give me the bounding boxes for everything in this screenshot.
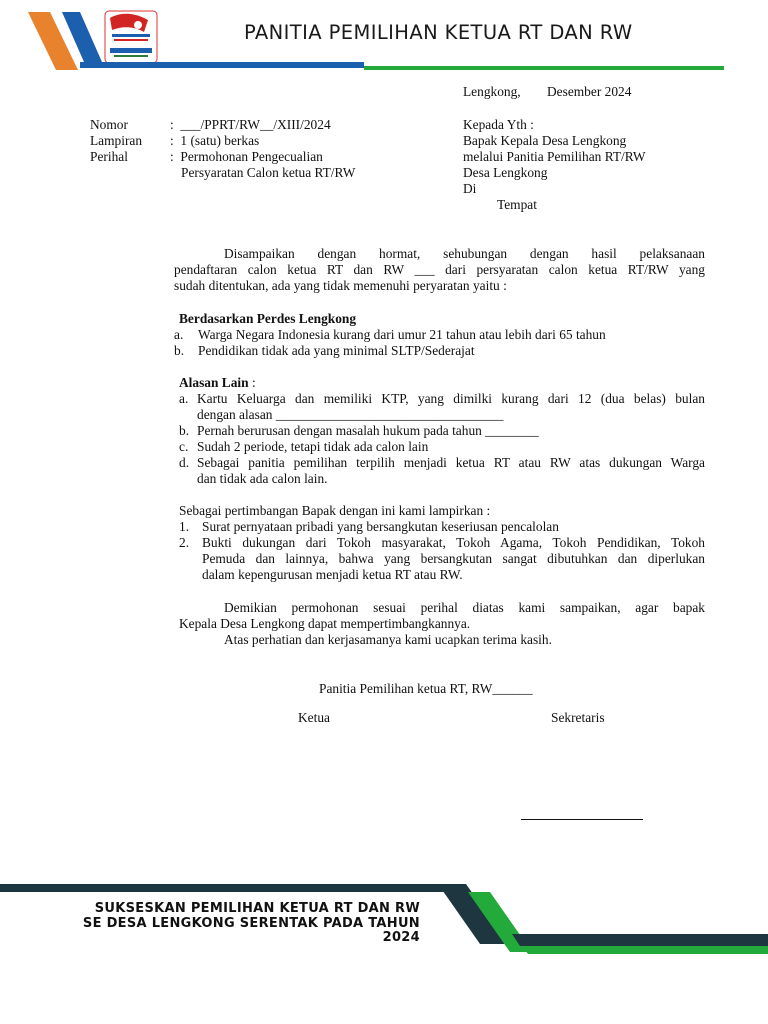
perihal-value: : Permohonan Pengecualian	[170, 149, 323, 164]
intro-line-1: Disampaikan dengan hormat, sehubungan dengan hasil pelaksanaan	[224, 246, 705, 261]
closing-line-1: Demikian permohonan sesuai perihal diatas kami sampaikan, agar bapak	[224, 600, 705, 615]
lampiran-item-2-cont-1: Pemuda dan lainnya, bahwa yang bersangkutan sangat dibutuhkan dan diperlukan	[202, 551, 705, 566]
nomor-label: Nomor	[90, 117, 128, 132]
alasan-item-a-marker: a.	[179, 391, 189, 406]
alasan-heading-wrap	[179, 375, 256, 391]
footer-slogan	[36, 902, 420, 946]
alasan-item-b: Pernah berurusan dengan masalah hukum pada tahun ________	[197, 423, 539, 438]
alasan-item-b-marker: b.	[179, 423, 190, 438]
perdes-item-b: Pendidikan tidak ada yang minimal SLTP/Sederajat	[198, 343, 475, 358]
recipient-line-2: Bapak Kepala Desa Lengkong	[463, 133, 627, 148]
lampiran-item-1-marker: 1.	[179, 519, 190, 534]
signature-ketua-label: Ketua	[298, 710, 330, 725]
perdes-heading: Berdasarkan Perdes Lengkong	[179, 311, 357, 326]
signature-sekretaris-label: Sekretaris	[551, 710, 605, 725]
alasan-item-d-marker: d.	[179, 455, 190, 470]
header-blue-stripe	[62, 12, 102, 62]
perdes-item-a: Warga Negara Indonesia kurang dari umur 21 tahun atau lebih dari 65 tahun	[198, 327, 606, 342]
perdes-item-a-marker: a.	[174, 327, 184, 342]
alasan-item-c-marker: c.	[179, 439, 189, 454]
closing-line-2: Kepala Desa Lengkong dapat mempertimbangkannya.	[179, 616, 471, 631]
lampiran-value: : 1 (satu) berkas	[170, 133, 260, 148]
alasan-colon: :	[248, 375, 256, 390]
lampiran-item-2-cont-2: dalam kepengurusan menjadi ketua RT atau RW.	[202, 567, 463, 582]
recipient-line-5: Di	[463, 181, 477, 196]
nomor-value: : ___/PPRT/RW__/XIII/2024	[170, 117, 331, 132]
footer-line-2: SE DESA LENGKONG SERENTAK PADA TAHUN	[82, 915, 420, 931]
alasan-heading: Alasan Lain	[179, 375, 249, 390]
alasan-item-d-cont: dan tidak ada calon lain.	[197, 471, 328, 486]
alasan-item-d: Sebagai panitia pemilihan terpilih menjadi ketua RT atau RW atas dukungan Warga	[197, 455, 705, 470]
footer-line-3: 2024	[382, 930, 420, 945]
footer-line-1: SUKSESKAN PEMILIHAN KETUA RT DAN RW	[94, 901, 420, 916]
lampiran-item-2: Bukti dukungan dari Tokoh masyarakat, Tokoh Agama, Tokoh Pendidikan, Tokoh	[202, 535, 705, 550]
perihal-label: Perihal	[90, 149, 128, 164]
lampiran-item-2-marker: 2.	[179, 535, 190, 550]
sekretaris-signature-line	[521, 819, 643, 820]
perihal-value-cont: Persyaratan Calon ketua RT/RW	[181, 165, 356, 180]
intro-line-3: sudah ditentukan, ada yang tidak memenuhi peryaratan yaitu :	[174, 278, 507, 293]
header-blue-rule	[80, 62, 364, 68]
desa-lengkong-logo	[104, 10, 158, 64]
recipient-line-6: Tempat	[497, 197, 537, 212]
recipient-line-4: Desa Lengkong	[463, 165, 548, 180]
lampiran-label: Lampiran	[90, 133, 143, 148]
alasan-item-c: Sudah 2 periode, tetapi tidak ada calon lain	[197, 439, 429, 454]
committee-name: Panitia Pemilihan ketua RT, RW______	[319, 681, 533, 696]
alasan-item-a-cont: dengan alasan __________________________________	[197, 407, 504, 422]
header-green-rule	[364, 66, 724, 70]
date-value: Desember 2024	[547, 84, 632, 99]
date-place: Lengkong,	[463, 84, 521, 99]
recipient-line-3: melalui Panitia Pemilihan RT/RW	[463, 149, 646, 164]
pertimbangan-intro: Sebagai pertimbangan Bapak dengan ini kami lampirkan :	[179, 503, 491, 518]
intro-line-2: pendaftaran calon ketua RT dan RW ___ dari persyaratan calon ketua RT/RW yang	[174, 262, 705, 277]
closing-line-3: Atas perhatian dan kerjasamanya kami ucapkan terima kasih.	[224, 632, 552, 647]
alasan-item-a: Kartu Keluarga dan memiliki KTP, yang dimilki kurang dari 12 (dua belas) bulan	[197, 391, 705, 406]
perdes-item-b-marker: b.	[174, 343, 185, 358]
recipient-line-1: Kepada Yth :	[463, 117, 534, 132]
header-title: PANITIA PEMILIHAN KETUA RT DAN RW	[244, 21, 633, 44]
lampiran-item-1: Surat pernyataan pribadi yang bersangkutan keseriusan pencalolan	[202, 519, 559, 534]
